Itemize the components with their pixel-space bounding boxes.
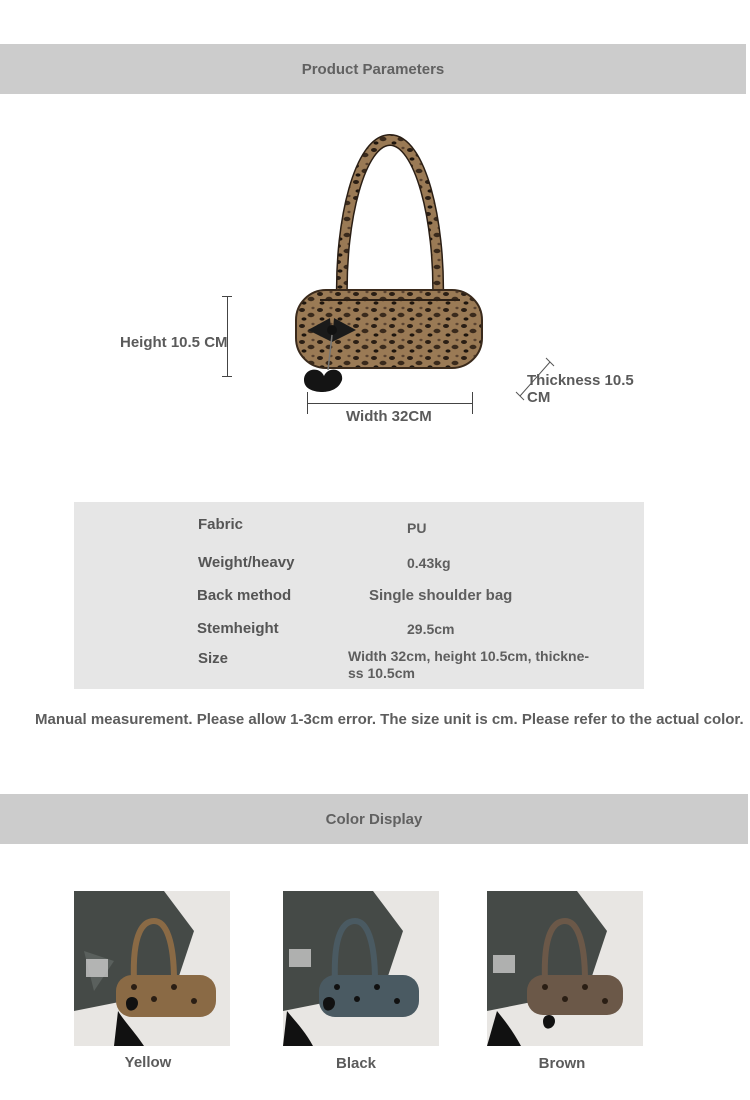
spec-label-weight: Weight/heavy: [198, 554, 295, 571]
color-display-header: [0, 794, 748, 844]
spec-value-size-line1: Width 32cm, height 10.5cm, thickne-: [348, 648, 590, 664]
spec-value-size: [348, 648, 589, 682]
section-title: Product Parameters: [301, 60, 445, 78]
spec-value-fabric: PU: [407, 520, 427, 536]
spec-label-back-method: Back method: [197, 587, 292, 604]
spec-label-fabric: Fabric: [198, 516, 244, 533]
spec-value-back-method: Single shoulder bag: [369, 587, 513, 604]
spec-value-size-line2: ss 10.5cm: [348, 665, 415, 681]
color-swatch-yellow[interactable]: [74, 891, 230, 1046]
bag-photo: [487, 891, 643, 1046]
thickness-label-line2: CM: [527, 389, 551, 406]
height-label: Height 10.5 CM: [120, 334, 228, 351]
color-label-yellow: Yellow: [124, 1054, 172, 1071]
spec-table: [74, 502, 644, 689]
bag-photo: [283, 891, 439, 1046]
spec-label-size: Size: [198, 650, 229, 667]
color-label-black: Black: [335, 1055, 377, 1072]
spec-label-stem-height: Stemheight: [197, 620, 279, 637]
bag-photo: [74, 891, 230, 1046]
width-label: Width 32CM: [346, 408, 432, 425]
handbag-image: [280, 130, 500, 400]
measurement-note: Manual measurement. Please allow 1-3cm error. The size unit is cm. Please refer to the actual color.: [35, 711, 744, 728]
color-label-brown: Brown: [538, 1055, 586, 1072]
color-swatch-black[interactable]: [283, 891, 439, 1046]
thickness-label-line1: Thickness 10.5: [527, 372, 634, 389]
section-title: Color Display: [325, 810, 423, 828]
color-swatch-brown[interactable]: [487, 891, 643, 1046]
product-parameters-header: [0, 44, 746, 94]
spec-value-weight: 0.43kg: [407, 555, 451, 571]
spec-value-stem-height: 29.5cm: [407, 621, 455, 637]
thickness-label: [527, 372, 634, 406]
